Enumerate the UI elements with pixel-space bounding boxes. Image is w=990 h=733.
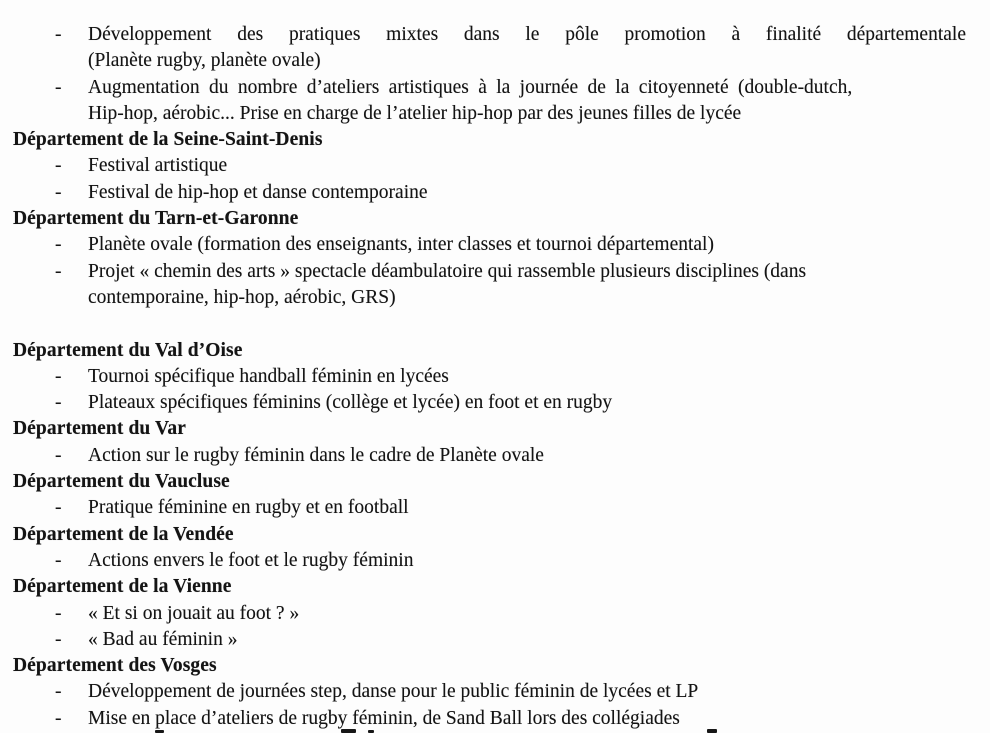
- section-heading: Département de la Vendée: [13, 523, 234, 545]
- bullet-line: Plateaux spécifiques féminins (collège et lycée) en foot et en rugby: [88, 392, 613, 414]
- bullet-line: Planète ovale (formation des enseignants, inter classes et tournoi départemental): [88, 234, 714, 256]
- bullet-dash: -: [55, 234, 62, 256]
- bullet-lines: [88, 232, 966, 258]
- bullet-line: Action sur le rugby féminin dans le cadre de Planète ovale: [88, 444, 544, 466]
- section: [13, 206, 966, 311]
- scan-artifact: [707, 729, 717, 733]
- section-heading: Département de la Vienne: [13, 576, 232, 598]
- section-heading: Département de la Seine-Saint-Denis: [13, 129, 323, 151]
- section: [13, 338, 966, 417]
- bullet-dash: -: [55, 444, 62, 466]
- bullet-lines: [88, 601, 966, 627]
- bullet-lines: [88, 259, 966, 312]
- bullet-dash: -: [55, 365, 62, 387]
- bullet-dash: -: [55, 707, 62, 729]
- bullet-lines: [88, 443, 966, 469]
- bullet-line: Actions envers le foot et le rugby féminin: [88, 549, 414, 571]
- bullet-line: « Bad au féminin »: [88, 628, 238, 650]
- section-heading: Département du Vaucluse: [13, 471, 230, 493]
- scan-artifact: [341, 729, 356, 733]
- bullet-dash: -: [55, 681, 62, 703]
- bullet-item: [13, 679, 966, 705]
- bullet-item: [13, 364, 966, 390]
- section: [13, 522, 966, 575]
- bullet-line: « Et si on jouait au foot ? »: [88, 602, 300, 624]
- bullet-dash: -: [55, 76, 62, 98]
- bullet-item: [13, 627, 966, 653]
- section-heading: Département des Vosges: [13, 655, 217, 677]
- bullet-lines: [88, 22, 966, 75]
- bullet-line: Projet « chemin des arts » spectacle déambulatoire qui rassemble plusieurs disciplines (dans: [88, 260, 807, 282]
- section: [13, 22, 966, 127]
- section: [13, 127, 966, 206]
- bullet-dash: -: [55, 155, 62, 177]
- section: [13, 416, 966, 469]
- bullet-line: Augmentation du nombre d’ateliers artistiques à la journée de la citoyenneté (double-dutch,: [88, 76, 853, 98]
- bullet-item: [13, 153, 966, 179]
- bullet-item: [13, 22, 966, 75]
- bullet-lines: [88, 679, 966, 705]
- bullet-dash: -: [55, 24, 62, 45]
- bullet-item: [13, 443, 966, 469]
- bullet-lines: [88, 548, 966, 574]
- bullet-dash: -: [55, 181, 62, 203]
- bullet-lines: [88, 706, 966, 732]
- bullet-item: [13, 548, 966, 574]
- bullet-lines: [88, 180, 966, 206]
- bullet-dash: -: [55, 628, 62, 650]
- section: [13, 469, 966, 522]
- bullet-line: Développement de journées step, danse pour le public féminin de lycées et LP: [88, 681, 699, 703]
- bullet-line: (Planète rugby, planète ovale): [88, 50, 321, 72]
- bullet-line: Festival artistique: [88, 155, 228, 177]
- bullet-dash: -: [55, 392, 62, 414]
- section-heading: Département du Val d’Oise: [13, 339, 243, 361]
- section-heading: Département du Var: [13, 418, 186, 440]
- bullet-item: [13, 601, 966, 627]
- bullet-lines: [88, 153, 966, 179]
- bullet-item: [13, 232, 966, 258]
- bullet-dash: -: [55, 260, 62, 282]
- bullet-item: [13, 259, 966, 312]
- bullet-lines: [88, 390, 966, 416]
- bullet-line: Pratique féminine en rugby et en football: [88, 497, 409, 519]
- bullet-lines: [88, 364, 966, 390]
- bullet-dash: -: [55, 497, 62, 519]
- bullet-item: [13, 180, 966, 206]
- bullet-line: Festival de hip-hop et danse contemporaine: [88, 181, 428, 203]
- section-heading: Département du Tarn-et-Garonne: [13, 208, 299, 230]
- bullet-line: Tournoi spécifique handball féminin en lycées: [88, 365, 449, 387]
- bullet-lines: [88, 495, 966, 521]
- bullet-line: Développement des pratiques mixtes dans le pôle promotion à finalité départementale: [88, 24, 966, 45]
- bullet-lines: [88, 75, 966, 128]
- bullet-item: [13, 75, 966, 128]
- bullet-line: Hip-hop, aérobic... Prise en charge de l’atelier hip-hop par des jeunes filles de lycée: [88, 102, 742, 124]
- bullet-item: [13, 390, 966, 416]
- bullet-lines: [88, 627, 966, 653]
- bullet-line: Mise en place d’ateliers de rugby féminin, de Sand Ball lors des collégiades: [88, 707, 680, 729]
- bullet-line: contemporaine, hip-hop, aérobic, GRS): [88, 286, 396, 308]
- bullet-item: [13, 495, 966, 521]
- section: [13, 653, 966, 732]
- bullet-dash: -: [55, 549, 62, 571]
- bullet-item: [13, 706, 966, 732]
- section: [13, 574, 966, 653]
- bullet-dash: -: [55, 602, 62, 624]
